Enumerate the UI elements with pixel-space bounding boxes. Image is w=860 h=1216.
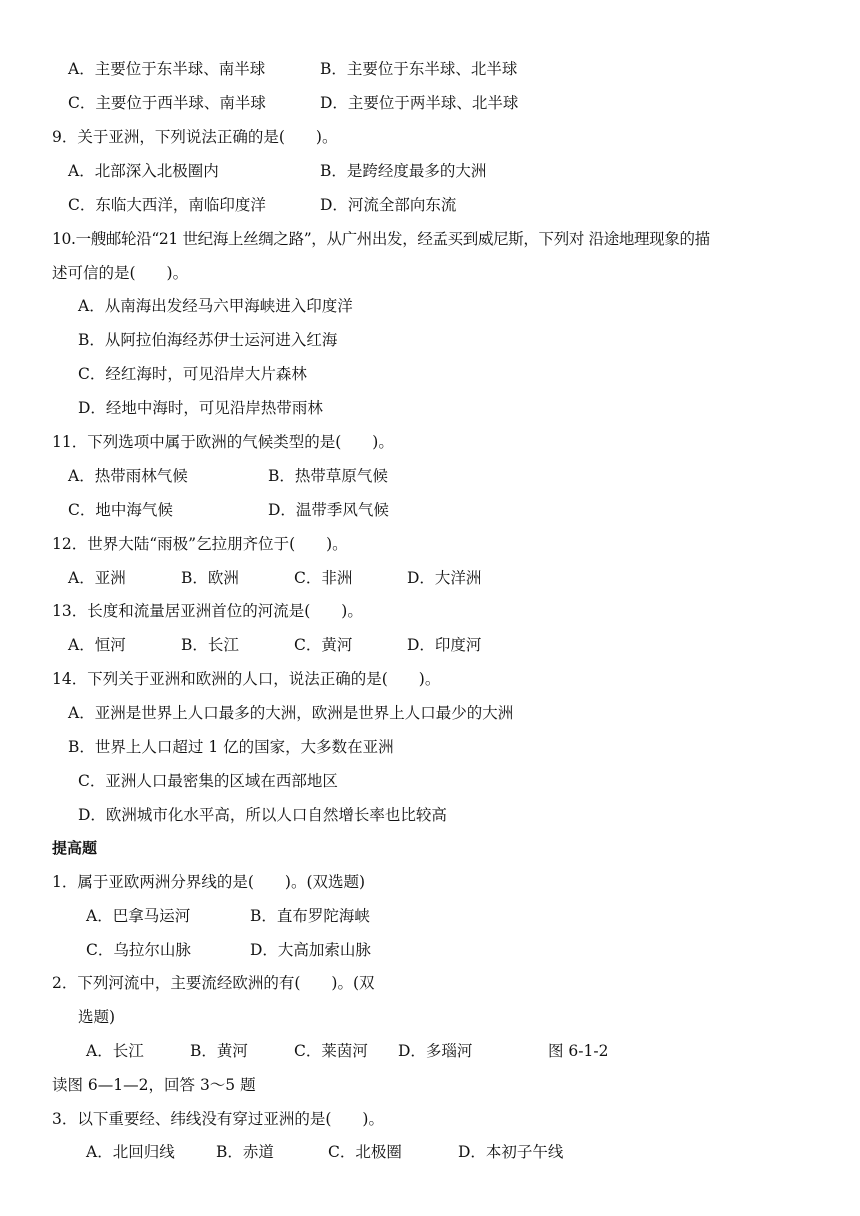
s1-option-a: A．巴拿马运河 (86, 907, 191, 925)
q11-option-b: B．热带草原气候 (268, 467, 388, 485)
q10-option-b: B．从阿拉伯海经苏伊士运河进入红海 (78, 331, 338, 349)
q13-option-d: D．印度河 (407, 636, 482, 654)
s2-stem-line2: 选题) (78, 1008, 116, 1026)
q13-stem: 13．长度和流量居亚洲首位的河流是( )。 (52, 602, 363, 620)
s3-option-c: C．北极圈 (328, 1143, 402, 1161)
q12-option-b: B．欧洲 (181, 569, 239, 587)
figure-label: 图 6-1-2 (548, 1042, 609, 1060)
q9-stem: 9．关于亚洲，下列说法正确的是( )。 (52, 128, 338, 146)
q11-stem: 11．下列选项中属于欧洲的气候类型的是( )。 (52, 433, 394, 451)
section-title: 提高题 (52, 839, 98, 857)
q10-option-c: C．经红海时，可见沿岸大片森林 (78, 365, 307, 383)
s3-stem: 3．以下重要经、纬线没有穿过亚洲的是( )。 (52, 1110, 384, 1128)
s2-stem-line1: 2．下列河流中，主要流经欧洲的有( )。(双 (52, 974, 375, 992)
q13-option-c: C．黄河 (294, 636, 353, 654)
q14-stem: 14．下列关于亚洲和欧洲的人口，说法正确的是( )。 (52, 670, 441, 688)
q13-option-b: B．长江 (181, 636, 239, 654)
q10-stem-line2: 述可信的是( )。 (52, 264, 189, 282)
s1-option-c: C．乌拉尔山脉 (86, 941, 191, 959)
q14-option-d: D．欧洲城市化水平高，所以人口自然增长率也比较高 (78, 806, 447, 824)
s1-option-b: B．直布罗陀海峡 (250, 907, 370, 925)
s3-option-b: B．赤道 (216, 1143, 274, 1161)
q11-option-d: D．温带季风气候 (268, 501, 389, 519)
q14-option-a: A．亚洲是世界上人口最多的大洲，欧洲是世界上人口最少的大洲 (68, 704, 514, 722)
q8-option-d: D．主要位于两半球、北半球 (320, 94, 519, 112)
q9-option-c: C．东临大西洋，南临印度洋 (68, 196, 266, 214)
read-instruction: 读图 6—1—2，回答 3～5 题 (52, 1076, 256, 1094)
q9-option-d: D．河流全部向东流 (320, 196, 457, 214)
q13-option-a: A．恒河 (68, 636, 126, 654)
q8-option-a: A．主要位于东半球、南半球 (68, 60, 266, 78)
q14-option-b: B．世界上人口超过 1 亿的国家，大多数在亚洲 (68, 738, 394, 756)
q10-option-d: D．经地中海时，可见沿岸热带雨林 (78, 399, 323, 417)
q9-option-b: B．是跨经度最多的大洲 (320, 162, 487, 180)
s3-option-d: D．本初子午线 (458, 1143, 564, 1161)
q12-option-d: D．大洋洲 (407, 569, 482, 587)
q10-stem-line1: 10.一艘邮轮沿“21 世纪海上丝绸之路”，从广州出发，经孟买到威尼斯，下列对 沿途地理现象的描 (52, 230, 710, 248)
s2-option-a: A．长江 (86, 1042, 144, 1060)
q8-option-c: C．主要位于西半球、南半球 (68, 94, 266, 112)
s2-option-b: B．黄河 (190, 1042, 248, 1060)
s2-option-d: D．多瑙河 (398, 1042, 473, 1060)
s3-option-a: A．北回归线 (86, 1143, 175, 1161)
q14-option-c: C．亚洲人口最密集的区域在西部地区 (78, 772, 338, 790)
s1-option-d: D．大高加索山脉 (250, 941, 371, 959)
q8-option-b: B．主要位于东半球、北半球 (320, 60, 518, 78)
q9-option-a: A．北部深入北极圈内 (68, 162, 219, 180)
q12-option-a: A．亚洲 (68, 569, 126, 587)
q11-option-a: A．热带雨林气候 (68, 467, 188, 485)
q12-stem: 12．世界大陆“雨极”乞拉朋齐位于( )。 (52, 535, 348, 553)
q10-option-a: A．从南海出发经马六甲海峡进入印度洋 (78, 297, 353, 315)
s2-option-c: C．莱茵河 (294, 1042, 368, 1060)
q12-option-c: C．非洲 (294, 569, 353, 587)
s1-stem: 1．属于亚欧两洲分界线的是( )。(双选题) (52, 873, 366, 891)
q11-option-c: C．地中海气候 (68, 501, 173, 519)
